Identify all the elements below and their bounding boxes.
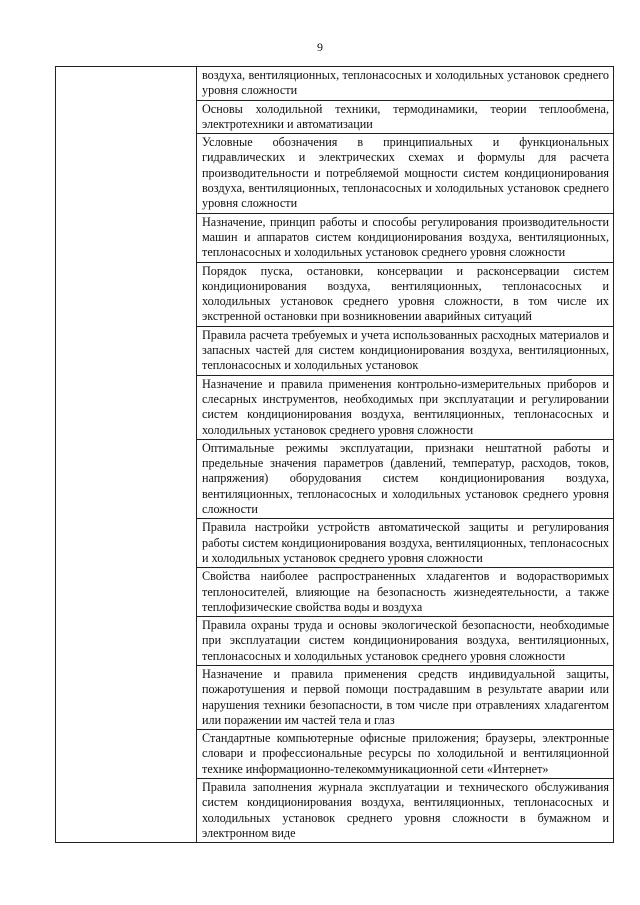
- requirement-cell: Правила охраны труда и основы экологической безопасности, необходимые при эксплуатации систем кондиционирования воздуха, вентиляционных, теплонасосных и холодильных установок среднего уровня сложности: [197, 617, 614, 666]
- requirement-cell: Свойства наиболее распространенных хладагентов и водорастворимых теплоносителей, влияющие на безопасность жизнедеятельности, а также теплофизические свойства воды и воздуха: [197, 568, 614, 617]
- page-number: 9: [317, 40, 323, 54]
- requirement-cell: Правила заполнения журнала эксплуатации и технического обслуживания систем кондиционирования воздуха, вентиляционных, теплонасосных и холодильных установок среднего уровня сложности в бумажном и электронном виде: [197, 779, 614, 843]
- requirement-cell: Назначение и правила применения контрольно-измерительных приборов и слесарных инструментов, необходимых при эксплуатации и регулировании систем кондиционирования воздуха, вентиляционных, теплонасосных и холодильных установок среднего уровня сложности: [197, 375, 614, 439]
- requirement-cell: Стандартные компьютерные офисные приложения; браузеры, электронные словари и профессиональные ресурсы по холодильной и вентиляционной технике информационно-телекоммуникационной сети «Интернет»: [197, 730, 614, 779]
- requirement-cell: Оптимальные режимы эксплуатации, признаки нештатной работы и предельные значения параметров (давлений, температур, расходов, токов, напряжения) оборудования систем кондиционирования воздуха, вентиляционных, теплонасосных и холодильных установок среднего уровня сложности: [197, 439, 614, 518]
- requirement-cell: Условные обозначения в принципиальных и функциональных гидравлических и электрических схемах и формулы для расчета производительности и потребляемой мощности систем кондиционирования воздуха, вентиляционных, теплонасосных и холодильных установок среднего уровня сложности: [197, 134, 614, 213]
- requirement-cell: Назначение, принцип работы и способы регулирования производительности машин и аппаратов систем кондиционирования воздуха, вентиляционных, теплонасосных и холодильных установок среднего уровня сложности: [197, 213, 614, 262]
- section-label-cell: [56, 67, 197, 843]
- requirement-cell: Порядок пуска, остановки, консервации и расконсервации систем кондиционирования воздуха, вентиляционных, теплонасосных и холодильных установок среднего уровня сложности, в том числе их экстренной остановки при возникновении аварийных ситуаций: [197, 262, 614, 326]
- requirement-cell: воздуха, вентиляционных, теплонасосных и холодильных установок среднего уровня сложности: [197, 67, 614, 101]
- requirement-cell: Правила настройки устройств автоматической защиты и регулирования работы систем кондиционирования воздуха, вентиляционных, теплонасосных и холодильных установок среднего уровня сложности: [197, 519, 614, 568]
- requirements-table: [55, 66, 614, 843]
- requirement-cell: Назначение и правила применения средств индивидуальной защиты, пожаротушения и первой помощи пострадавшим в результате аварии или нарушения техники безопасности, в том числе при отравлениях хладагентом или поражении им частей тела и глаз: [197, 665, 614, 729]
- requirement-cell: Основы холодильной техники, термодинамики, теории теплообмена, электротехники и автоматизации: [197, 100, 614, 134]
- table-row: [56, 67, 614, 101]
- requirement-cell: Правила расчета требуемых и учета использованных расходных материалов и запасных частей для систем кондиционирования воздуха, вентиляционных, теплонасосных и холодильных установок: [197, 326, 614, 375]
